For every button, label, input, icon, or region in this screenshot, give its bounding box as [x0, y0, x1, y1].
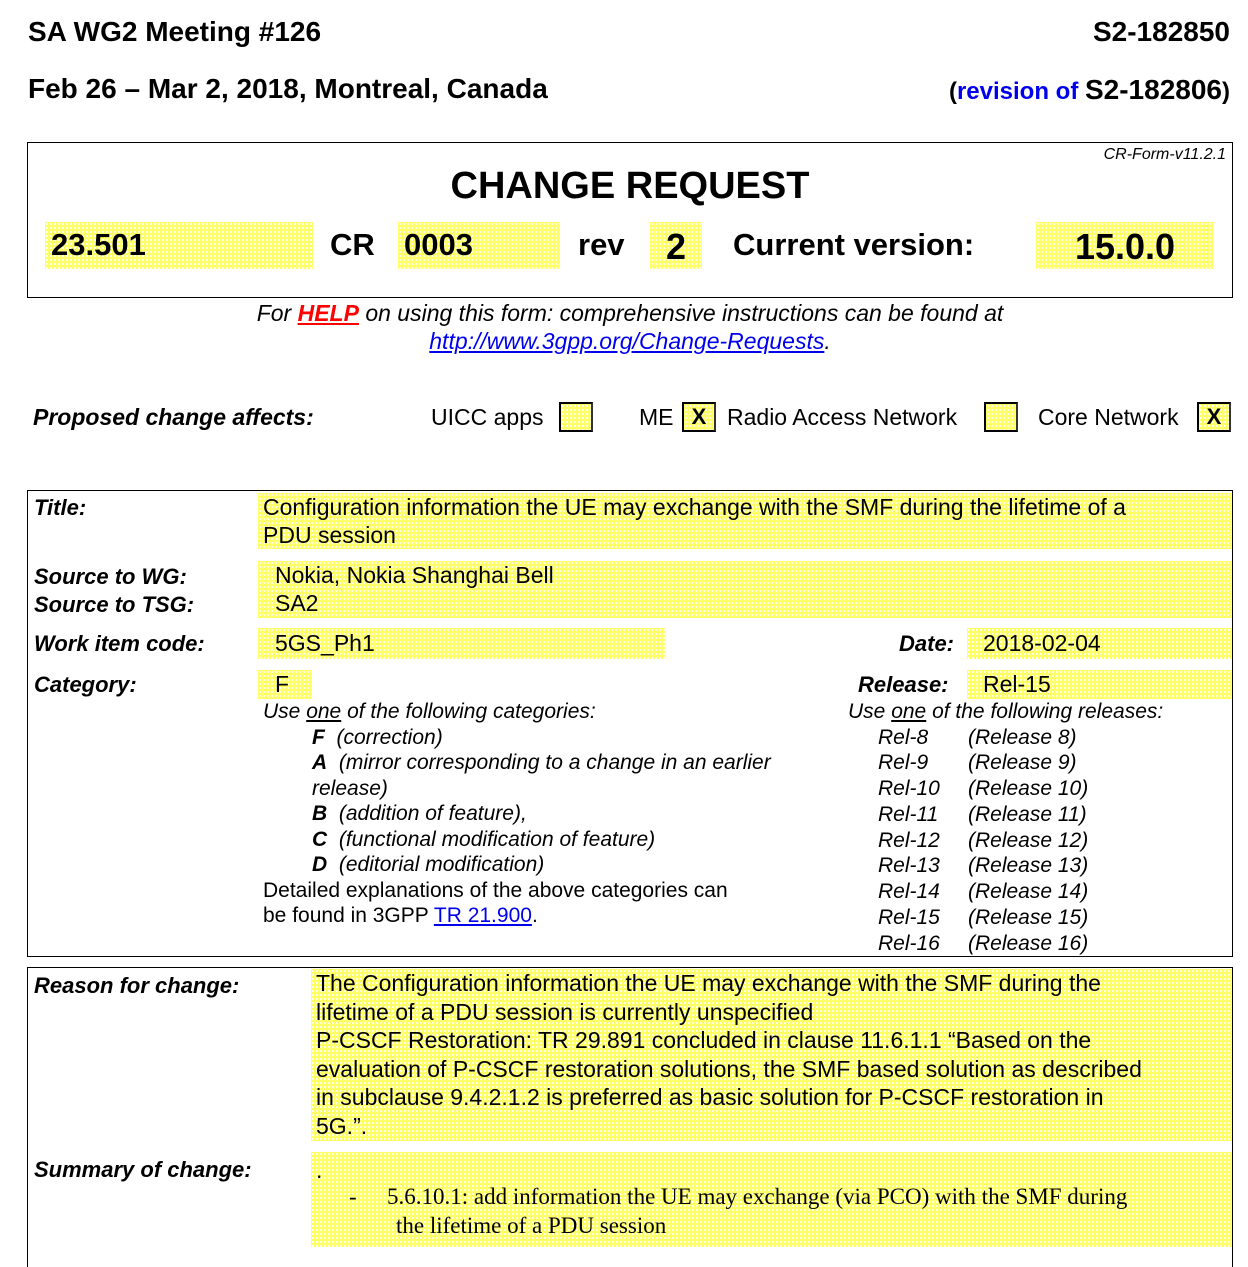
- rev-label: rev: [578, 227, 625, 262]
- affects-ran-label: Radio Access Network: [727, 404, 958, 430]
- work-item-label: Work item code:: [34, 631, 205, 656]
- release-item: Rel-12 (Release 12): [878, 828, 1089, 852]
- release-field[interactable]: Rel-15: [967, 670, 1231, 699]
- meeting-title: SA WG2 Meeting #126: [28, 16, 322, 47]
- source-field[interactable]: [258, 561, 1231, 618]
- source-to-wg-value: Nokia, Nokia Shanghai Bell: [275, 562, 554, 588]
- affects-cn-label: Core Network: [1038, 404, 1179, 430]
- current-version-field[interactable]: 15.0.0: [1036, 222, 1214, 269]
- summary-item: 5.6.10.1: add information the UE may exchange (via PCO) with the SMF during the lifetime of a PDU session: [387, 1184, 1128, 1238]
- category-item-c: C (functional modification of feature): [312, 827, 656, 851]
- release-item: Rel-13 (Release 13): [878, 854, 1089, 878]
- category-field[interactable]: F: [258, 670, 312, 699]
- cr-number-field[interactable]: 0003: [398, 222, 560, 269]
- category-item-a: A (mirror corresponding to a change in an earlier: [312, 751, 771, 774]
- categories-help: Use one of the following categories: F (correction) A (mirror corresponding to a change in an earlier release) B (addition of feature), C (functional modification of feature) D (editorial modification) Detailed explanations of the above categories can be found in 3GPP TR 21.900.: [263, 699, 823, 929]
- release-item: Rel-11 (Release 11): [878, 802, 1087, 826]
- category-item-f: F (correction): [312, 725, 443, 749]
- reason-field[interactable]: The Configuration information the UE may exchange with the SMF during the lifetime of a PDU session is currently unspecified P-CSCF Restoration: TR 29.891 concluded in clause 11.6.1.1 “Based on the evaluation of P-CSCF restoration solutions, the SMF based solution as described in subclause 9.4.2.1.2 is preferred as basic solution for P-CSCF restoration in 5G.”.: [311, 969, 1231, 1141]
- title-field[interactable]: Configuration information the UE may exchange with the SMF during the lifetime of a PDU session: [258, 493, 1231, 549]
- help-text: For HELP on using this form: comprehensive instructions can be found at http://www.3gpp.org/Change-Requests.: [256, 300, 1004, 354]
- form-version: CR-Form-v11.2.1: [1103, 146, 1226, 163]
- cr-label: CR: [330, 227, 375, 262]
- release-label: Release:: [858, 672, 949, 697]
- summary-field[interactable]: . - 5.6.10.1: add information the UE may exchange (via PCO) with the SMF during the lifetime of a PDU session: [311, 1152, 1231, 1247]
- change-request-title: CHANGE REQUEST: [450, 165, 810, 207]
- affects-me-label: ME: [639, 404, 674, 430]
- rev-number-field[interactable]: 2: [650, 222, 702, 269]
- title-label: Title:: [34, 495, 87, 520]
- release-item: Rel-14 (Release 14): [878, 880, 1089, 904]
- date-label: Date:: [899, 631, 955, 656]
- revision-doc: S2-182806: [1084, 74, 1222, 105]
- source-to-tsg-value: SA2: [275, 590, 319, 616]
- release-item: Rel-16 (Release 16): [878, 931, 1089, 955]
- revision-of: (revision of S2-182806): [948, 74, 1230, 105]
- reason-label: Reason for change:: [34, 973, 240, 998]
- release-item: Rel-9 (Release 9): [878, 751, 1077, 775]
- core-network-checkbox[interactable]: X: [1197, 402, 1231, 432]
- change-request-box: [27, 142, 1233, 298]
- document-number: S2-182850: [1092, 16, 1230, 47]
- release-item: Rel-10 (Release 10): [878, 777, 1089, 801]
- category-item-d: D (editorial modification): [312, 853, 545, 876]
- affects-uicc-label: UICC apps: [431, 404, 544, 430]
- work-item-field[interactable]: 5GS_Ph1: [258, 628, 665, 659]
- source-to-tsg-label: Source to TSG:: [34, 592, 195, 617]
- help-link[interactable]: HELP: [297, 300, 359, 326]
- category-label: Category:: [34, 672, 137, 697]
- meeting-dates-location: Feb 26 – Mar 2, 2018, Montreal, Canada: [28, 73, 548, 104]
- release-item: Rel-15 (Release 15): [878, 906, 1089, 930]
- ran-checkbox[interactable]: [984, 402, 1018, 432]
- change-requests-link[interactable]: http://www.3gpp.org/Change-Requests: [429, 328, 825, 354]
- tr-21900-link[interactable]: TR 21.900: [433, 904, 532, 927]
- uicc-apps-checkbox[interactable]: [559, 402, 593, 432]
- me-checkbox[interactable]: X: [682, 402, 716, 432]
- revision-label: revision of: [956, 78, 1085, 105]
- source-to-wg-label: Source to WG:: [34, 564, 187, 589]
- category-item-b: B (addition of feature),: [312, 802, 527, 825]
- current-version-label: Current version:: [733, 227, 975, 262]
- summary-label: Summary of change:: [34, 1157, 252, 1182]
- spec-number-field[interactable]: 23.501: [45, 222, 313, 269]
- releases-help: Use one of the following releases: Rel-8 (Release 8) Rel-9 (Release 9) Rel-10 (Release 10) Rel-11 (Release 11) Rel-12 (Release 12) Rel-13 (Release 13) Rel-14 (Release 14) Rel-15 (Release 15) Rel-16 (Release 16): [848, 699, 1228, 957]
- release-item: Rel-8 (Release 8): [878, 725, 1077, 749]
- date-field[interactable]: 2018-02-04: [967, 628, 1231, 659]
- affects-label: Proposed change affects:: [33, 404, 314, 430]
